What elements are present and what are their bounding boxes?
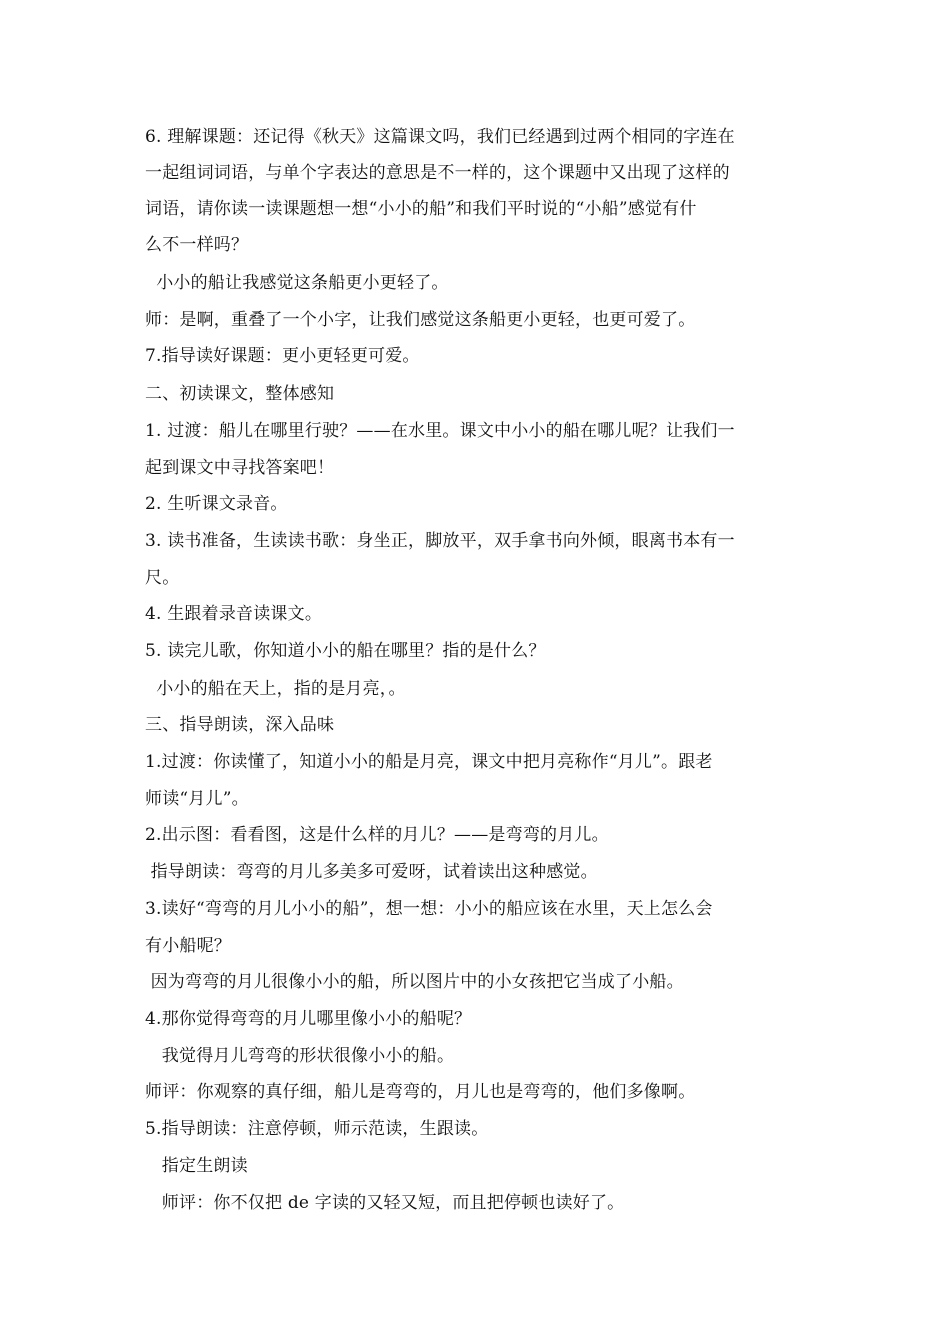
text-line: 4. 生跟着录音读课文。 [145, 604, 323, 624]
section-heading: 二、初读课文，整体感知 [145, 384, 335, 404]
text-line: 2. 生听课文录音。 [145, 494, 288, 514]
text-line: 师：是啊，重叠了一个小字，让我们感觉这条船更小更轻，也更可爱了。 [145, 310, 696, 330]
text-line: 指导朗读：弯弯的月儿多美多可爱呀，试着读出这种感觉。 [145, 862, 598, 882]
text-line: 1. 过渡：船儿在哪里行驶？——在水里。课文中小小的船在哪儿呢？让我们一 [145, 421, 735, 441]
text-line: 词语，请你读一读课题想一想“小小的船”和我们平时说的“小船”感觉有什 [145, 199, 697, 219]
text-line: 3. 读书准备，生读读书歌：身坐正，脚放平，双手拿书向外倾，眼离书本有一 [145, 531, 735, 551]
text-line: 5.指导朗读：注意停顿，师示范读，生跟读。 [145, 1119, 489, 1139]
text-line: 师评：你观察的真仔细，船儿是弯弯的，月儿也是弯弯的，他们多像啊。 [145, 1082, 696, 1102]
text-line: 我觉得月儿弯弯的形状很像小小的船。 [145, 1046, 455, 1066]
text-line: 师评：你不仅把 de 字读的又轻又短，而且把停顿也读好了。 [145, 1193, 625, 1213]
text-line: 1.过渡：你读懂了，知道小小的船是月亮，课文中把月亮称作“月儿”。跟老 [145, 752, 713, 772]
text-line: 小小的船在天上，指的是月亮，。 [145, 679, 406, 699]
text-line: 4.那你觉得弯弯的月儿哪里像小小的船呢？ [145, 1009, 472, 1029]
text-line: 5. 读完儿歌，你知道小小的船在哪里？指的是什么？ [145, 641, 546, 661]
text-line: 3.读好“弯弯的月儿小小的船”，想一想：小小的船应该在水里，天上怎么会 [145, 899, 713, 919]
text-line: 么不一样吗？ [145, 235, 249, 255]
text-line: 因为弯弯的月儿很像小小的船，所以图片中的小女孩把它当成了小船。 [145, 972, 684, 992]
text-line: 师读“月儿”。 [145, 789, 249, 809]
text-line: 尺。 [145, 568, 180, 588]
text-line: 6. 理解课题：还记得《秋天》这篇课文吗，我们已经遇到过两个相同的字连在 [145, 127, 735, 147]
section-heading: 三、指导朗读，深入品味 [145, 715, 335, 735]
text-line: 起到课文中寻找答案吧！ [145, 458, 335, 478]
text-line: 7.指导读好课题：更小更轻更可爱。 [145, 346, 420, 366]
text-line: 一起组词词语，与单个字表达的意思是不一样的，这个课题中又出现了这样的 [145, 163, 730, 183]
text-line: 有小船呢？ [145, 936, 231, 956]
text-line: 指定生朗读 [145, 1156, 248, 1176]
text-line: 2.出示图：看看图，这是什么样的月儿？——是弯弯的月儿。 [145, 825, 609, 845]
text-line: 小小的船让我感觉这条船更小更轻了。 [145, 273, 449, 293]
